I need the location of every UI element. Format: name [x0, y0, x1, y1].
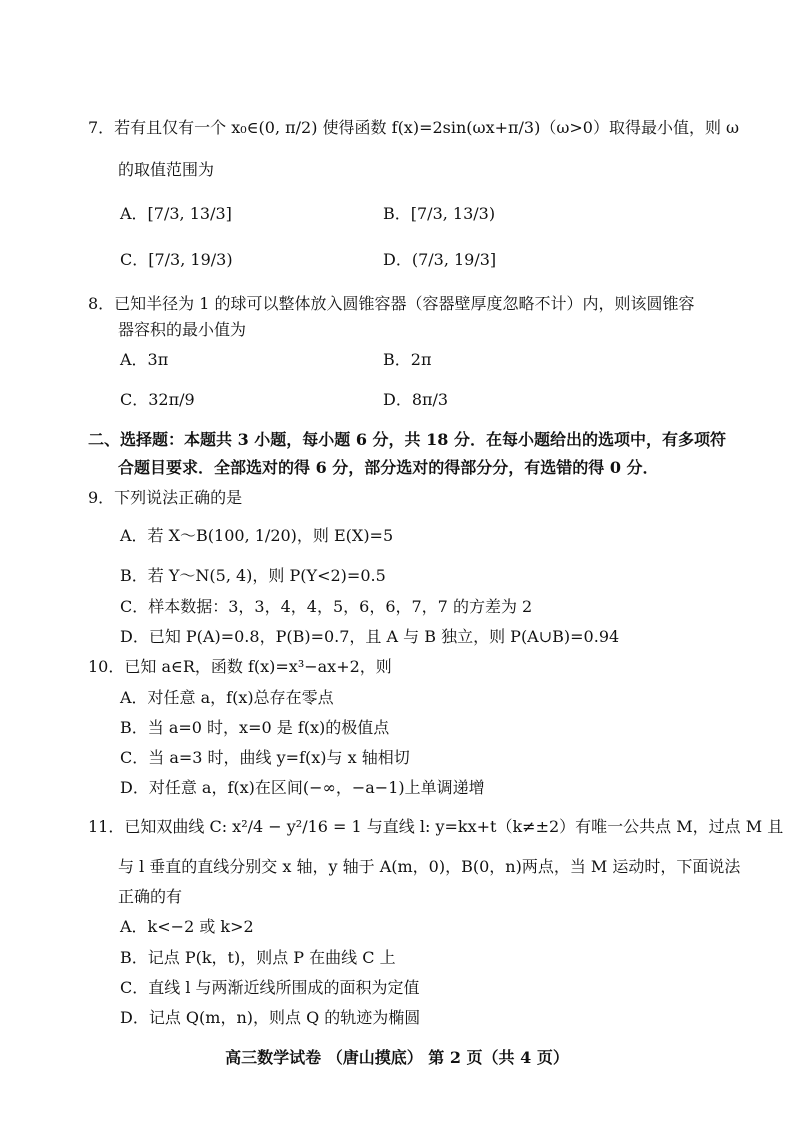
q9-option-d: D．已知 P(A)=0.8，P(B)=0.7，且 A 与 B 独立，则 P(A∪B)=0.94: [120, 627, 620, 646]
q8-stem-line2: 器容积的最小值为: [118, 320, 247, 339]
q11-stem-line2: 与 l 垂直的直线分别交 x 轴，y 轴于 A(m，0)，B(0，n)两点，当 M 运动时，下面说法: [118, 857, 741, 876]
q11-option-a: A．k<−2 或 k>2: [120, 917, 254, 936]
q9-stem: 9．下列说法正确的是: [88, 488, 243, 507]
q10-option-c: C．当 a=3 时，曲线 y=f(x)与 x 轴相切: [120, 748, 410, 767]
q10-option-d: D．对任意 a，f(x)在区间(−∞，−a−1)上单调递增: [120, 778, 485, 797]
q7-stem-line1: 7．若有且仅有一个 x₀∈(0, π/2) 使得函数 f(x)=2sin(ωx+π/3)（ω>0）取得最小值，则 ω: [88, 118, 740, 137]
q7-stem-line2: 的取值范围为: [118, 160, 215, 179]
section2-heading-line2: 合题目要求．全部选对的得 6 分，部分选对的得部分分，有选错的得 0 分．: [118, 458, 659, 477]
q8-option-b: B．2π: [383, 350, 432, 369]
q11-stem-line3: 正确的有: [118, 887, 183, 906]
q7-option-b: B．[7/3, 13/3): [383, 204, 496, 223]
q11-option-b: B．记点 P(k，t)，则点 P 在曲线 C 上: [120, 948, 396, 967]
section2-heading-line1: 二、选择题：本题共 3 小题，每小题 6 分，共 18 分．在每小题给出的选项中，有多项符: [88, 430, 726, 449]
q8-option-d: D．8π/3: [383, 390, 449, 409]
q8-option-a: A．3π: [120, 350, 169, 369]
q7-option-a: A．[7/3, 13/3]: [120, 204, 232, 223]
q9-option-c: C．样本数据：3，3，4，4，5，6，6，7，7 的方差为 2: [120, 597, 533, 616]
q7-option-d: D．(7/3, 19/3]: [383, 250, 497, 269]
q8-option-c: C．32π/9: [120, 390, 195, 409]
q7-option-c: C．[7/3, 19/3): [120, 250, 233, 269]
page-footer: 高三数学试卷 （唐山摸底） 第 2 页（共 4 页）: [225, 1048, 569, 1067]
q11-option-d: D．记点 Q(m，n)，则点 Q 的轨迹为椭圆: [120, 1008, 421, 1027]
q9-option-b: B．若 Y～N(5, 4)，则 P(Y<2)=0.5: [120, 566, 386, 585]
q10-stem: 10．已知 a∈R，函数 f(x)=x³−ax+2，则: [88, 657, 392, 676]
q10-option-b: B．当 a=0 时，x=0 是 f(x)的极值点: [120, 718, 390, 737]
q11-option-c: C．直线 l 与两渐近线所围成的面积为定值: [120, 978, 420, 997]
q9-option-a: A．若 X～B(100, 1/20)，则 E(X)=5: [120, 526, 394, 545]
q10-option-a: A．对任意 a，f(x)总存在零点: [120, 688, 334, 707]
q8-stem-line1: 8．已知半径为 1 的球可以整体放入圆锥容器（容器壁厚度忽略不计）内，则该圆锥容: [88, 294, 695, 313]
q11-stem-line1: 11．已知双曲线 C: x²/4 − y²/16 = 1 与直线 l: y=kx+t（k≠±2）有唯一公共点 M，过点 M 且: [88, 817, 784, 836]
